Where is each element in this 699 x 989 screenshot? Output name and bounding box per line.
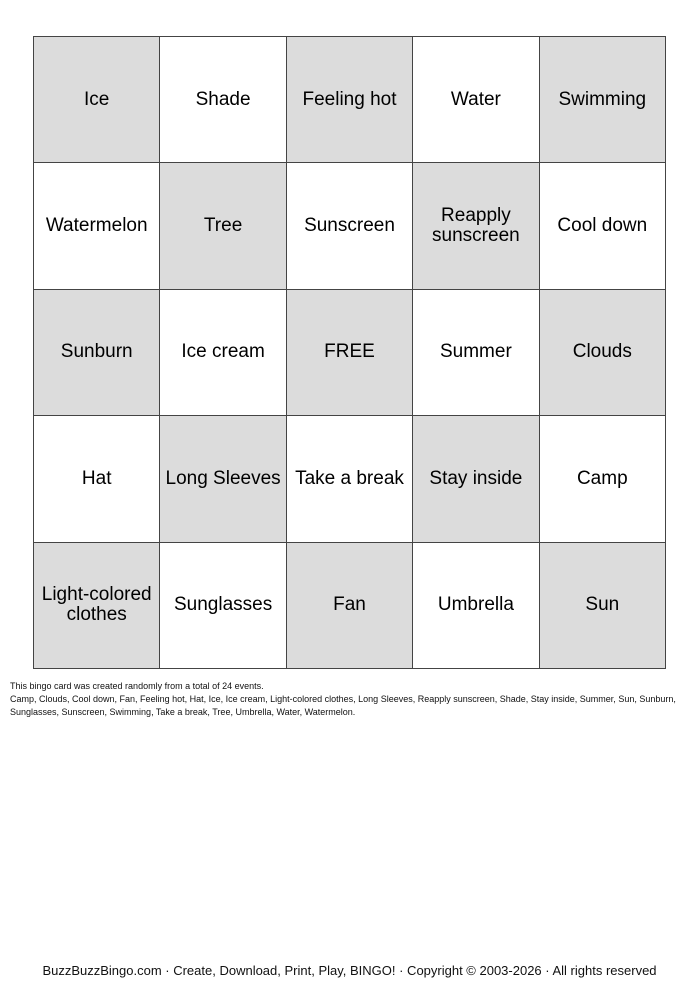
- bingo-cell: Light-colored clothes: [34, 543, 160, 669]
- bingo-cell: Tree: [160, 163, 286, 289]
- bingo-cell: Shade: [160, 37, 286, 163]
- bingo-cell: Ice cream: [160, 290, 286, 416]
- bingo-cell: Camp: [540, 416, 666, 542]
- footer-copyright: BuzzBuzzBingo.com · Create, Download, Print, Play, BINGO! · Copyright © 2003-2026 · All rights reserved: [42, 963, 657, 978]
- bingo-cell: Clouds: [540, 290, 666, 416]
- bingo-cell: Ice: [34, 37, 160, 163]
- bingo-cell: Hat: [34, 416, 160, 542]
- bingo-cell: Stay inside: [413, 416, 539, 542]
- bingo-cell: Cool down: [540, 163, 666, 289]
- bingo-cell-free: FREE: [287, 290, 413, 416]
- created-note: This bingo card was created randomly from a total of 24 events.: [10, 681, 264, 691]
- bingo-cell: Water: [413, 37, 539, 163]
- bingo-cell: Sunscreen: [287, 163, 413, 289]
- bingo-cell: Long Sleeves: [160, 416, 286, 542]
- bingo-cell: Umbrella: [413, 543, 539, 669]
- bingo-cell: Summer: [413, 290, 539, 416]
- bingo-card-grid: [33, 36, 666, 669]
- bingo-cell: Sun: [540, 543, 666, 669]
- bingo-cell: Swimming: [540, 37, 666, 163]
- bingo-cell: Take a break: [287, 416, 413, 542]
- bingo-cell: Watermelon: [34, 163, 160, 289]
- bingo-cell: Reapply sunscreen: [413, 163, 539, 289]
- events-list: Camp, Clouds, Cool down, Fan, Feeling hot, Hat, Ice, Ice cream, Light-colored clothes, Long Sleeves, Reapply sunscreen, Shade, Stay inside, Summer, Sun, Sunburn, Sunglasses, Sunscreen, Swimming, Take a break, Tree, Umbrella, Water, Watermelon.: [10, 694, 676, 717]
- bingo-cell: Feeling hot: [287, 37, 413, 163]
- bingo-cell: Fan: [287, 543, 413, 669]
- bingo-cell: Sunburn: [34, 290, 160, 416]
- bingo-cell: Sunglasses: [160, 543, 286, 669]
